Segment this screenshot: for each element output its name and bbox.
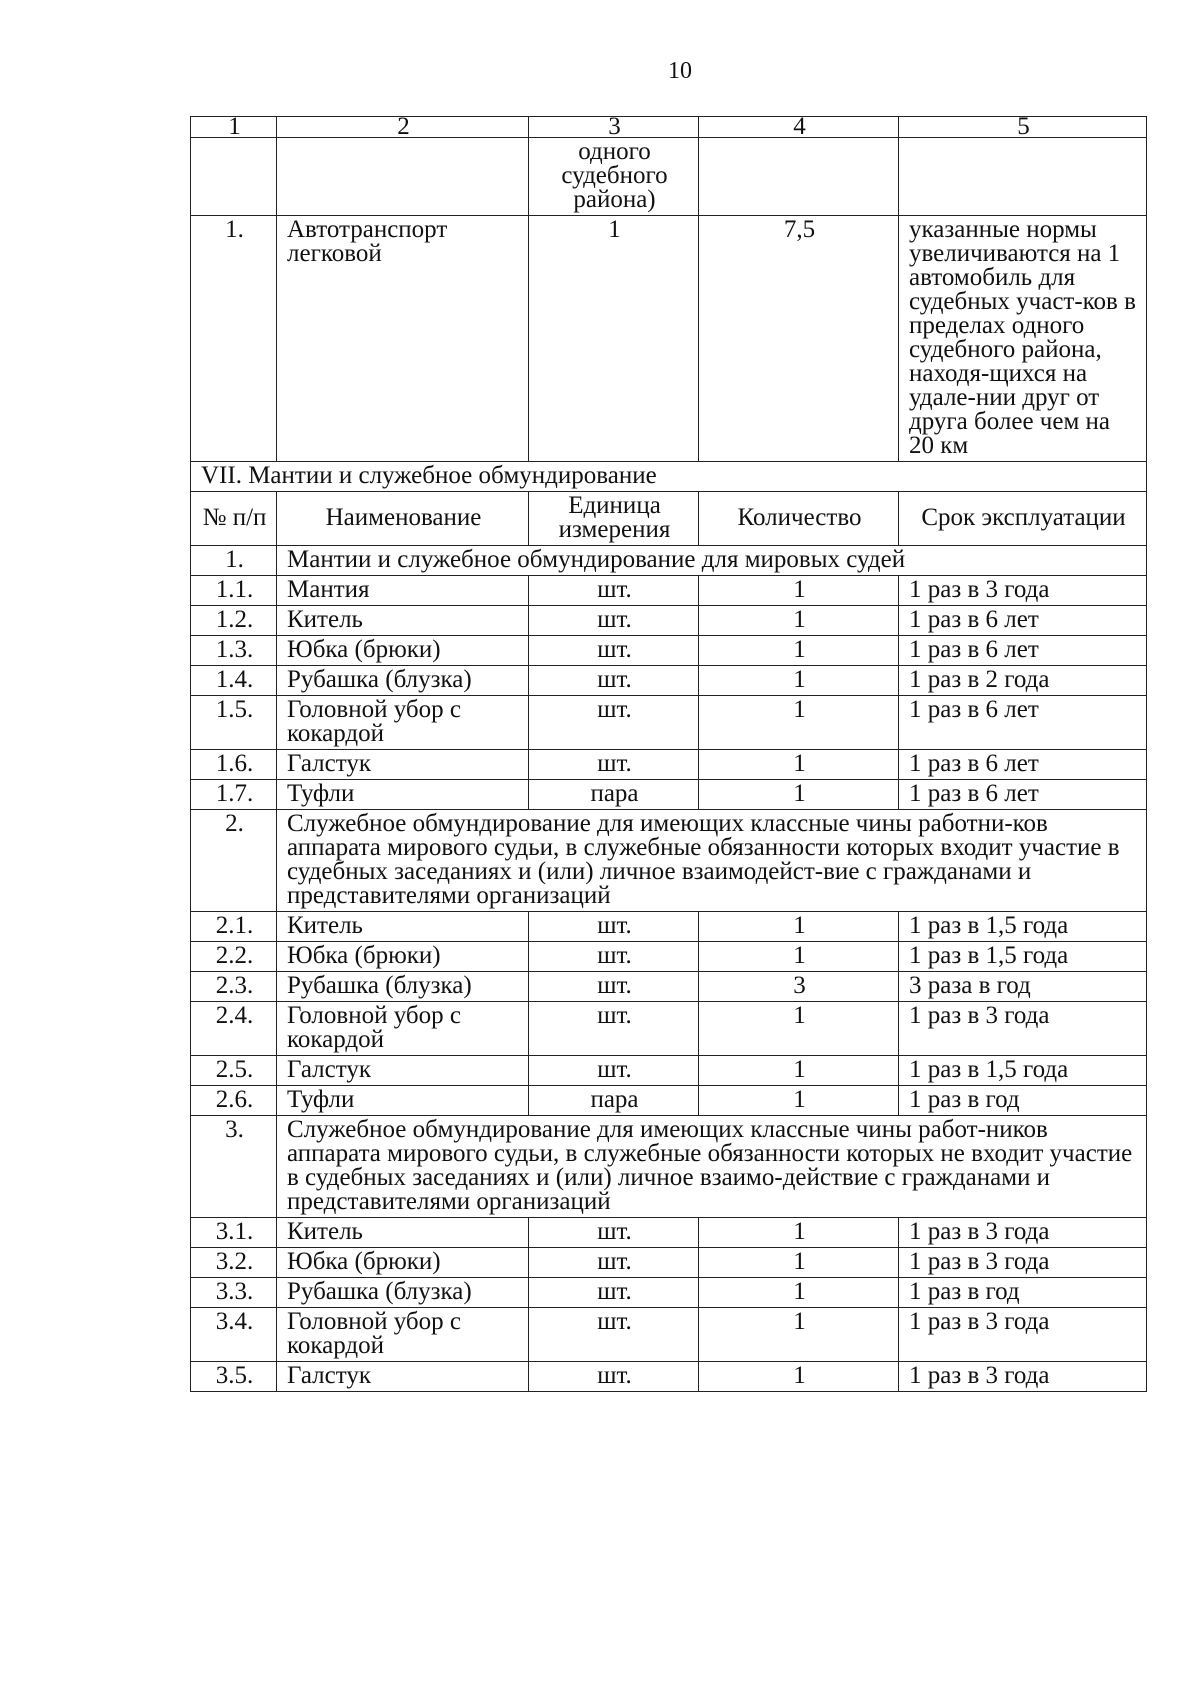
item-quantity: 1 bbox=[699, 1278, 899, 1308]
item-name: Рубашка (блузка) bbox=[277, 972, 529, 1002]
column-number: 1 bbox=[191, 117, 277, 138]
item-quantity: 1 bbox=[699, 1248, 899, 1278]
continuation-row bbox=[191, 138, 1147, 216]
item-number: 1.7. bbox=[191, 780, 277, 810]
header-number: № п/п bbox=[191, 492, 277, 546]
item-term: 3 раза в год bbox=[899, 972, 1147, 1002]
table-row bbox=[191, 750, 1147, 780]
row-name: Автотранспорт легковой bbox=[277, 216, 529, 462]
item-term: 1 раз в 1,5 года bbox=[899, 942, 1147, 972]
item-quantity: 1 bbox=[699, 696, 899, 750]
item-unit: шт. bbox=[529, 1278, 699, 1308]
item-term: 1 раз в 3 года bbox=[899, 1218, 1147, 1248]
item-unit: шт. bbox=[529, 1002, 699, 1056]
item-term: 1 раз в 6 лет bbox=[899, 696, 1147, 750]
item-name: Галстук bbox=[277, 1056, 529, 1086]
table-row bbox=[191, 1056, 1147, 1086]
item-quantity: 1 bbox=[699, 1002, 899, 1056]
item-unit: шт. bbox=[529, 912, 699, 942]
item-name: Туфли bbox=[277, 1086, 529, 1116]
table-row bbox=[191, 972, 1147, 1002]
item-name: Головной убор с кокардой bbox=[277, 1308, 529, 1362]
row-note: указанные нормы увеличиваются на 1 автомобиль для судебных участ-ков в пределах одного судебного района, находя-щихся на удале-нии друг от друга более чем на 20 км bbox=[899, 216, 1147, 462]
column-number: 3 bbox=[529, 117, 699, 138]
table-row bbox=[191, 696, 1147, 750]
item-number: 2.4. bbox=[191, 1002, 277, 1056]
item-quantity: 3 bbox=[699, 972, 899, 1002]
item-unit: шт. bbox=[529, 696, 699, 750]
item-number: 1.6. bbox=[191, 750, 277, 780]
norms-table-body bbox=[191, 117, 1147, 1392]
item-unit: шт. bbox=[529, 1248, 699, 1278]
item-number: 3.1. bbox=[191, 1218, 277, 1248]
item-unit: шт. bbox=[529, 1218, 699, 1248]
group-title: Служебное обмундирование для имеющих классные чины работ-ников аппарата мирового судьи, в служебные обязанности которых не входит участие в судебных заседаниях и (или) личное взаимо-действие с гражданами и представителями организаций bbox=[277, 1116, 1147, 1218]
item-quantity: 1 bbox=[699, 1362, 899, 1392]
item-quantity: 1 bbox=[699, 1218, 899, 1248]
item-unit: шт. bbox=[529, 942, 699, 972]
item-quantity: 1 bbox=[699, 636, 899, 666]
table-row bbox=[191, 1248, 1147, 1278]
item-name: Туфли bbox=[277, 780, 529, 810]
item-name: Галстук bbox=[277, 1362, 529, 1392]
table-row bbox=[191, 1086, 1147, 1116]
item-unit: пара bbox=[529, 780, 699, 810]
item-unit: шт. bbox=[529, 576, 699, 606]
item-name: Юбка (брюки) bbox=[277, 1248, 529, 1278]
item-name: Юбка (брюки) bbox=[277, 942, 529, 972]
item-name: Китель bbox=[277, 606, 529, 636]
group-title: Мантии и служебное обмундирование для мировых судей bbox=[277, 546, 1147, 576]
group-row bbox=[191, 810, 1147, 912]
item-quantity: 1 bbox=[699, 576, 899, 606]
table-row bbox=[191, 576, 1147, 606]
item-unit: пара bbox=[529, 1086, 699, 1116]
item-unit: шт. bbox=[529, 750, 699, 780]
item-quantity: 1 bbox=[699, 780, 899, 810]
item-name: Китель bbox=[277, 912, 529, 942]
group-title: Служебное обмундирование для имеющих классные чины работни-ков аппарата мирового судьи, в служебные обязанности которых входит участие в судебных заседаниях и (или) личное взаимодейст-вие с гражданами и представителями организаций bbox=[277, 810, 1147, 912]
item-unit: шт. bbox=[529, 666, 699, 696]
table-row bbox=[191, 1218, 1147, 1248]
item-name: Головной убор с кокардой bbox=[277, 696, 529, 750]
column-numbers-row bbox=[191, 117, 1147, 138]
item-number: 1.5. bbox=[191, 696, 277, 750]
transport-row bbox=[191, 216, 1147, 462]
row-quantity: 7,5 bbox=[699, 216, 899, 462]
item-term: 1 раз в 3 года bbox=[899, 1248, 1147, 1278]
item-quantity: 1 bbox=[699, 606, 899, 636]
item-unit: шт. bbox=[529, 1056, 699, 1086]
item-unit: шт. bbox=[529, 606, 699, 636]
group-row bbox=[191, 546, 1147, 576]
continuation-text: одного судебного района) bbox=[529, 138, 699, 216]
item-term: 1 раз в 2 года bbox=[899, 666, 1147, 696]
table-row bbox=[191, 1002, 1147, 1056]
item-quantity: 1 bbox=[699, 1086, 899, 1116]
header-name: Наименование bbox=[277, 492, 529, 546]
item-quantity: 1 bbox=[699, 912, 899, 942]
item-term: 1 раз в год bbox=[899, 1086, 1147, 1116]
item-number: 3.2. bbox=[191, 1248, 277, 1278]
item-unit: шт. bbox=[529, 972, 699, 1002]
item-name: Головной убор с кокардой bbox=[277, 1002, 529, 1056]
column-number: 5 bbox=[899, 117, 1147, 138]
item-term: 1 раз в 3 года bbox=[899, 1002, 1147, 1056]
column-number: 4 bbox=[699, 117, 899, 138]
item-unit: шт. bbox=[529, 636, 699, 666]
item-name: Юбка (брюки) bbox=[277, 636, 529, 666]
item-name: Китель bbox=[277, 1218, 529, 1248]
item-number: 1.4. bbox=[191, 666, 277, 696]
item-name: Галстук bbox=[277, 750, 529, 780]
item-number: 2.6. bbox=[191, 1086, 277, 1116]
page-number: 10 bbox=[668, 58, 692, 84]
item-number: 2.2. bbox=[191, 942, 277, 972]
table-row bbox=[191, 666, 1147, 696]
item-term: 1 раз в 1,5 года bbox=[899, 912, 1147, 942]
table-row bbox=[191, 942, 1147, 972]
group-number: 2. bbox=[191, 810, 277, 912]
header-row bbox=[191, 492, 1147, 546]
item-term: 1 раз в 3 года bbox=[899, 1308, 1147, 1362]
item-name: Рубашка (блузка) bbox=[277, 1278, 529, 1308]
item-quantity: 1 bbox=[699, 942, 899, 972]
item-term: 1 раз в 1,5 года bbox=[899, 1056, 1147, 1086]
header-quantity: Количество bbox=[699, 492, 899, 546]
row-unit: 1 bbox=[529, 216, 699, 462]
norms-table bbox=[190, 116, 1147, 1392]
item-term: 1 раз в 6 лет bbox=[899, 606, 1147, 636]
item-quantity: 1 bbox=[699, 1056, 899, 1086]
group-row bbox=[191, 1116, 1147, 1218]
section-title-row bbox=[191, 462, 1147, 492]
section-title: VII. Мантии и служебное обмундирование bbox=[191, 462, 1147, 492]
item-number: 2.5. bbox=[191, 1056, 277, 1086]
table-row bbox=[191, 1308, 1147, 1362]
table-row bbox=[191, 1362, 1147, 1392]
item-name: Рубашка (блузка) bbox=[277, 666, 529, 696]
item-number: 1.1. bbox=[191, 576, 277, 606]
item-number: 1.2. bbox=[191, 606, 277, 636]
item-term: 1 раз в год bbox=[899, 1278, 1147, 1308]
item-number: 2.3. bbox=[191, 972, 277, 1002]
row-number: 1. bbox=[191, 216, 277, 462]
group-number: 3. bbox=[191, 1116, 277, 1218]
item-number: 3.4. bbox=[191, 1308, 277, 1362]
header-term: Срок эксплуатации bbox=[899, 492, 1147, 546]
item-term: 1 раз в 6 лет bbox=[899, 636, 1147, 666]
item-quantity: 1 bbox=[699, 1308, 899, 1362]
table-row bbox=[191, 606, 1147, 636]
table-row bbox=[191, 912, 1147, 942]
item-quantity: 1 bbox=[699, 750, 899, 780]
item-number: 2.1. bbox=[191, 912, 277, 942]
item-name: Мантия bbox=[277, 576, 529, 606]
item-unit: шт. bbox=[529, 1362, 699, 1392]
item-term: 1 раз в 6 лет bbox=[899, 780, 1147, 810]
item-number: 3.5. bbox=[191, 1362, 277, 1392]
item-number: 1.3. bbox=[191, 636, 277, 666]
column-number: 2 bbox=[277, 117, 529, 138]
item-unit: шт. bbox=[529, 1308, 699, 1362]
table-row bbox=[191, 780, 1147, 810]
header-unit: Единица измерения bbox=[529, 492, 699, 546]
item-term: 1 раз в 6 лет bbox=[899, 750, 1147, 780]
table-row bbox=[191, 1278, 1147, 1308]
item-number: 3.3. bbox=[191, 1278, 277, 1308]
group-number: 1. bbox=[191, 546, 277, 576]
table-row bbox=[191, 636, 1147, 666]
item-term: 1 раз в 3 года bbox=[899, 576, 1147, 606]
item-term: 1 раз в 3 года bbox=[899, 1362, 1147, 1392]
item-quantity: 1 bbox=[699, 666, 899, 696]
